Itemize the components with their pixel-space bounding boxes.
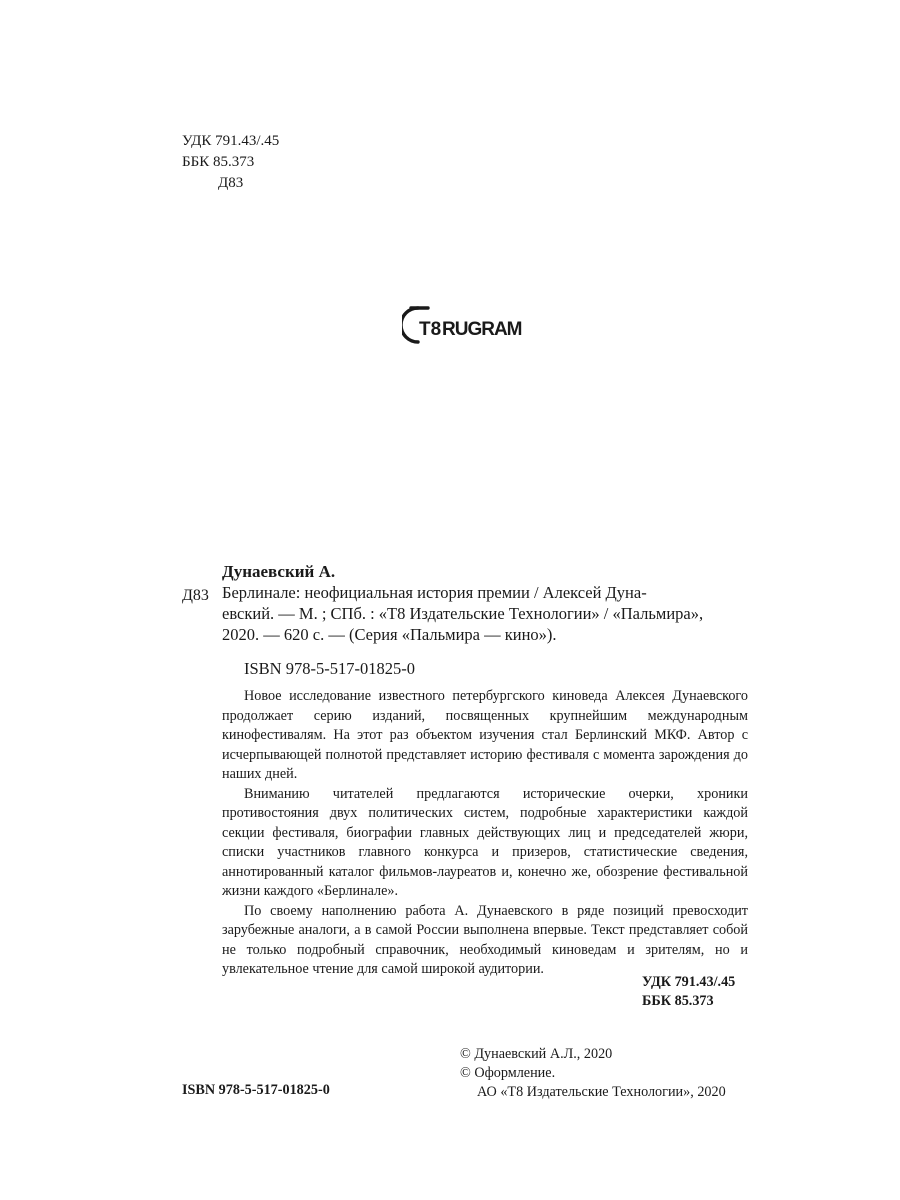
logo-mark: Т8 xyxy=(419,319,442,340)
bibliographic-description xyxy=(222,582,748,645)
index-block-bottom xyxy=(642,973,735,1011)
copyright-design: © Оформление. xyxy=(460,1065,556,1081)
bbk-index: ББК 85.373 xyxy=(182,154,255,170)
bib-line-3: 2020. — 620 с. — (Серия «Пальмира — кино»). xyxy=(222,625,557,644)
author-heading: Дунаевский А. xyxy=(222,562,336,581)
bib-isbn: ISBN 978-5-517-01825-0 xyxy=(244,659,415,678)
bib-line-2: евский. — М. ; СПб. : «Т8 Издательские Технологии» / «Пальмира», xyxy=(222,604,704,623)
classification-block xyxy=(182,131,279,194)
copyright-block xyxy=(460,1045,726,1102)
udk-index-bottom: УДК 791.43/.45 xyxy=(642,974,736,990)
bbk-index-bottom: ББК 85.373 xyxy=(642,993,714,1009)
copyright-publisher: АО «Т8 Издательские Технологии», 2020 xyxy=(477,1084,726,1100)
annotation-paragraph-2: Вниманию читателей предлагаются исторические очерки, хроники противостояния двух политических систем, подробные характеристики каждой секции фестиваля, биографии главных действующих лиц и председателей жюри, списки участников главного конкурса и призеров, статистические сведения, аннотированный каталог фильмов-лауреатов и, конечно же, обозрение фестивальной жизни каждого «Берлинале». xyxy=(222,785,748,899)
annotation-paragraph-3: По своему наполнению работа А. Дунаевского в ряде позиций превосходит зарубежные аналоги, а в самой России выполнена впервые. Текст представляет собой не только подробный справочник, необходимый киноведам и зрителям, но и увлекательное чтение для самой широкой аудитории. xyxy=(222,902,748,977)
bib-author-code: Д83 xyxy=(182,587,209,604)
author-code: Д83 xyxy=(218,175,244,191)
publisher-logo xyxy=(402,305,528,345)
copyright-author: © Дунаевский А.Л., 2020 xyxy=(460,1046,613,1062)
annotation xyxy=(222,687,748,980)
bib-line-1: Берлинале: неофициальная история премии / Алексей Дуна- xyxy=(222,583,647,602)
isbn-bottom: ISBN 978-5-517-01825-0 xyxy=(182,1082,330,1098)
annotation-paragraph-1: Новое исследование известного петербургского киноведа Алексея Дунаевского продолжает серию изданий, посвященных крупнейшим международным кинофестивалям. На этот раз объектом изучения стал Берлинский МКФ. Автор с исчерпывающей полнотой представляет историю фестиваля с момента зарождения до наших дней. xyxy=(222,688,748,782)
logo-name: RUGRAM xyxy=(442,319,522,340)
udk-index: УДК 791.43/.45 xyxy=(182,133,280,149)
